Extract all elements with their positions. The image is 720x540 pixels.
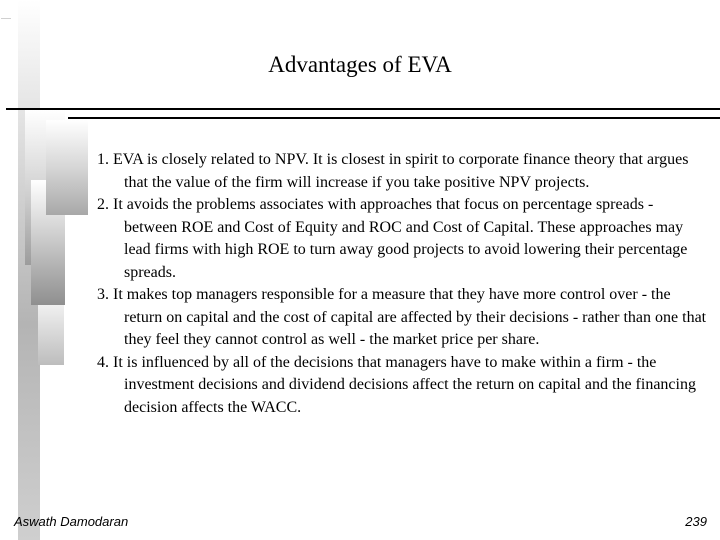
list-item: 1. EVA is closely related to NPV. It is closest in spirit to corporate finance theory that argues that the value of the firm will increase if you take positive NPV projects. [97, 151, 689, 191]
list-item: 4. It is influenced by all of the decisions that managers have to make within a firm - the investment decisions and dividend decisions affect the return on capital and the financing decision affects the WACC. [97, 353, 696, 416]
list-item: 2. It avoids the problems associates with approaches that focus on percentage spreads - between ROE and Cost of Equity and ROC and Cost of Capital. These approaches may lead firms with high ROE to turn away good projects to avoid lowering their percentage spreads. [97, 196, 688, 281]
decorative-gradient-bar [38, 305, 64, 365]
decorative-gradient-bar [46, 120, 88, 215]
corner-mark [1, 18, 11, 19]
list-item: 3. It makes top managers responsible for a measure that they have more control over - the return on capital and the cost of capital are affected by their decisions - rather than one that they feel they cannot control as well - the market price per share. [97, 286, 707, 348]
title-divider-bottom [68, 117, 720, 119]
page-number: 239 [685, 514, 707, 529]
advantages-list [97, 149, 709, 419]
slide-title: Advantages of EVA [268, 52, 452, 77]
footer-author: Aswath Damodaran [14, 514, 129, 529]
title-divider-top [6, 108, 720, 110]
